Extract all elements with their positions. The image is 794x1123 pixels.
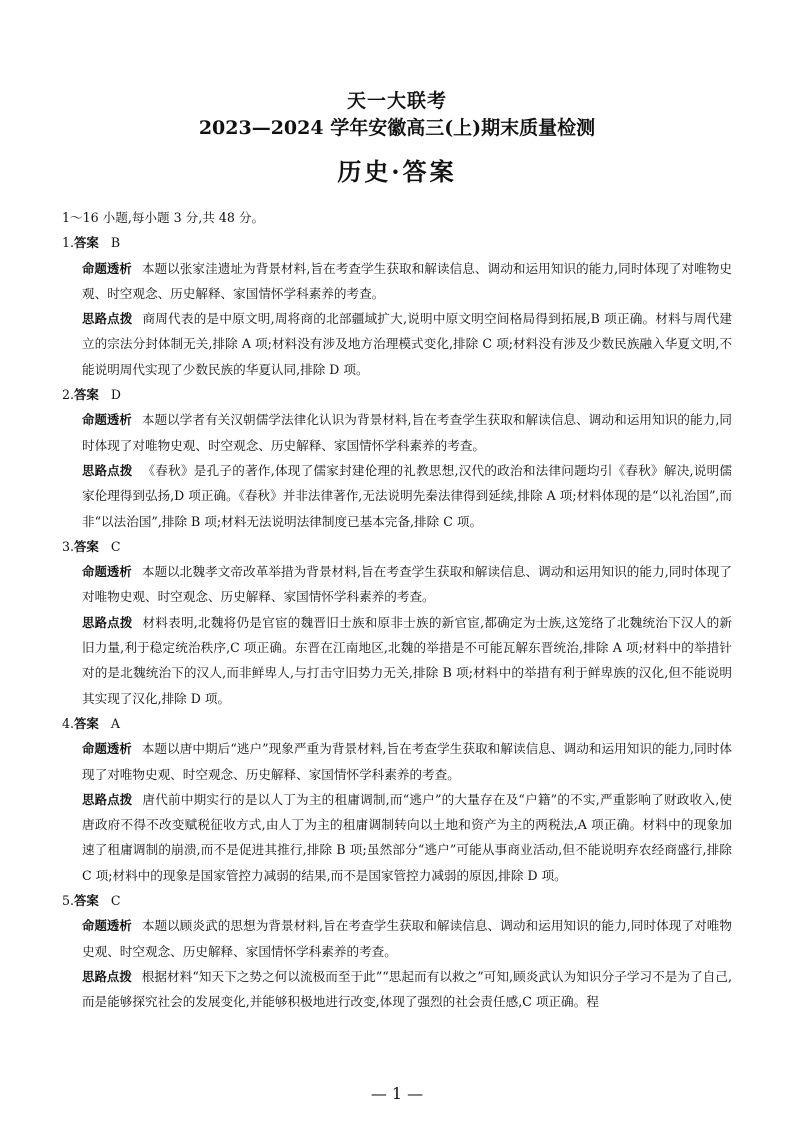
hint-label: 思路点拨 <box>82 614 133 630</box>
hint-label: 思路点拨 <box>82 311 133 327</box>
page-number: — 1 — <box>370 1084 424 1103</box>
question-3 <box>62 534 732 711</box>
question-number: 4. <box>62 715 75 731</box>
hint-label: 思路点拨 <box>82 791 133 807</box>
question-number: 1. <box>62 235 75 251</box>
hint-label: 思路点拨 <box>82 968 132 984</box>
question-answer-line <box>62 230 732 255</box>
question-number: 2. <box>62 387 75 403</box>
analysis-text: 本题以唐中期后“逃户”现象严重为背景材料,旨在考查学生获取和解读信息、调动和运用知识的能力,同时体现了对唯物史观、时空观念、历史解释、家国情怀学科素养的考查。 <box>82 741 732 782</box>
hint-paragraph <box>82 458 732 534</box>
analysis-label: 命题透析 <box>82 564 132 580</box>
analysis-label: 命题透析 <box>82 741 132 757</box>
answer-label: 答案 <box>74 235 99 251</box>
hint-text: 材料表明,北魏将仍是官宦的魏晋旧士族和原非士族的新官宦,都确定为士族,这笼络了北魏统治下汉人的新旧力量,利于稳定统治秩序,C 项正确。东晋在江南地区,北魏的举措是不可能瓦解东晋统治,排除 A 项;材料中的举措针对的是北魏统治下的汉人,而非鲜卑人,与打击守旧势力无关,排除 B 项;材料中的举措有利于鲜卑族的汉化,但不能说明其实现了汉化,排除 D 项。 <box>82 614 732 706</box>
hint-paragraph <box>82 964 732 1015</box>
analysis-paragraph <box>82 256 732 307</box>
hint-text: 《春秋》是孔子的著作,体现了儒家封建伦理的礼教思想,汉代的政治和法律问题均引《春秋》解决,说明儒家伦理得到弘扬,D 项正确。《春秋》并非法律著作,无法说明先秦法律得到延续,排除 A 项;材料体现的是“以礼治国”,而非“以法治国”,排除 B 项;材料无法说明法律制度已基本完备,排除 C 项。 <box>82 462 732 529</box>
exam-name-title: 2023—2024 学年安徽高三(上)期末质量检测 <box>198 117 596 139</box>
analysis-paragraph <box>82 407 732 458</box>
analysis-text: 本题以学者有关汉朝儒学法律化认识为背景材料,旨在考查学生获取和解读信息、调动和运用知识的能力,同时体现了对唯物史观、时空观念、历史解释、家国情怀学科素养的考查。 <box>82 412 732 453</box>
answer-label: 答案 <box>74 538 99 554</box>
answer-label: 答案 <box>74 893 99 909</box>
hint-paragraph <box>82 306 732 382</box>
answer-body <box>62 205 732 1015</box>
question-4 <box>62 711 732 888</box>
section-intro: 1～16 小题,每小题 3 分,共 48 分。 <box>62 210 265 225</box>
hint-paragraph <box>82 610 732 711</box>
hint-text: 根据材料“知天下之势之何以流极而至于此”“思起而有以救之”可知,顾炎武认为知识分子学习不是为了自己,而是能够探究社会的发展变化,并能够积极地进行改变,体现了强烈的社会责任感,C 项正确。程 <box>82 968 733 1010</box>
answer-value: B <box>110 235 121 251</box>
answer-value: C <box>110 893 121 909</box>
analysis-paragraph <box>82 736 732 787</box>
analysis-label: 命题透析 <box>82 918 132 934</box>
hint-label: 思路点拨 <box>82 462 133 478</box>
question-answer-line <box>62 711 732 736</box>
answer-value: A <box>110 715 120 731</box>
hint-text: 唐代前中期实行的是以人丁为主的租庸调制,而“逃户”的大量存在及“户籍”的不实,严重影响了财政收入,使唐政府不得不改变赋税征收方式,由人丁为主的租庸调制转向以土地和资产为主的两税法,A 项正确。材料中的现象加速了租庸调制的崩溃,而不是促进其推行,排除 B 项;虽然部分“逃户”可能从事商业活动,但不能说明弃农经商盛行,排除 C 项;材料中的现象是国家管控力减弱的结果,而不是国家管控力减弱的原因,排除 D 项。 <box>82 791 733 883</box>
analysis-text: 本题以张家洼遗址为背景材料,旨在考查学生获取和解读信息、调动和运用知识的能力,同时体现了对唯物史观、时空观念、历史解释、家国情怀学科素养的考查。 <box>82 260 732 301</box>
question-answer-line <box>62 534 732 559</box>
analysis-label: 命题透析 <box>82 412 132 428</box>
analysis-text: 本题以北魏孝文帝改革举措为背景材料,旨在考查学生获取和解读信息、调动和运用知识的能力,同时体现了对唯物史观、时空观念、历史解释、家国情怀学科素养的考查。 <box>82 564 732 605</box>
analysis-paragraph <box>82 559 732 610</box>
answer-label: 答案 <box>74 387 99 403</box>
analysis-label: 命题透析 <box>82 260 132 276</box>
question-number: 5. <box>62 893 75 909</box>
exam-org-title: 天一大联考 <box>346 90 447 112</box>
subject-title: 历史·答案 <box>337 157 457 186</box>
question-answer-line <box>62 888 732 913</box>
analysis-paragraph <box>82 913 732 964</box>
question-answer-line <box>62 382 732 407</box>
answer-label: 答案 <box>74 715 99 731</box>
analysis-text: 本题以顾炎武的思想为背景材料,旨在考查学生获取和解读信息、调动和运用知识的能力,同时体现了对唯物史观、时空观念、历史解释、家国情怀学科素养的考查。 <box>82 918 732 959</box>
question-5 <box>62 888 732 1014</box>
question-1 <box>62 230 732 382</box>
question-number: 3. <box>62 538 75 554</box>
question-2 <box>62 382 732 534</box>
hint-paragraph <box>82 787 732 888</box>
answer-value: D <box>110 387 121 403</box>
hint-text: 商周代表的是中原文明,周将商的北部疆域扩大,说明中原文明空间格局得到拓展,B 项正确。材料与周代建立的宗法分封体制无关,排除 A 项;材料没有涉及地方治理模式变化,排除 C 项;材料没有涉及少数民族融入华夏文明,不能说明周代实现了少数民族的华夏认同,排除 D 项。 <box>82 311 732 377</box>
answer-value: C <box>110 538 121 554</box>
